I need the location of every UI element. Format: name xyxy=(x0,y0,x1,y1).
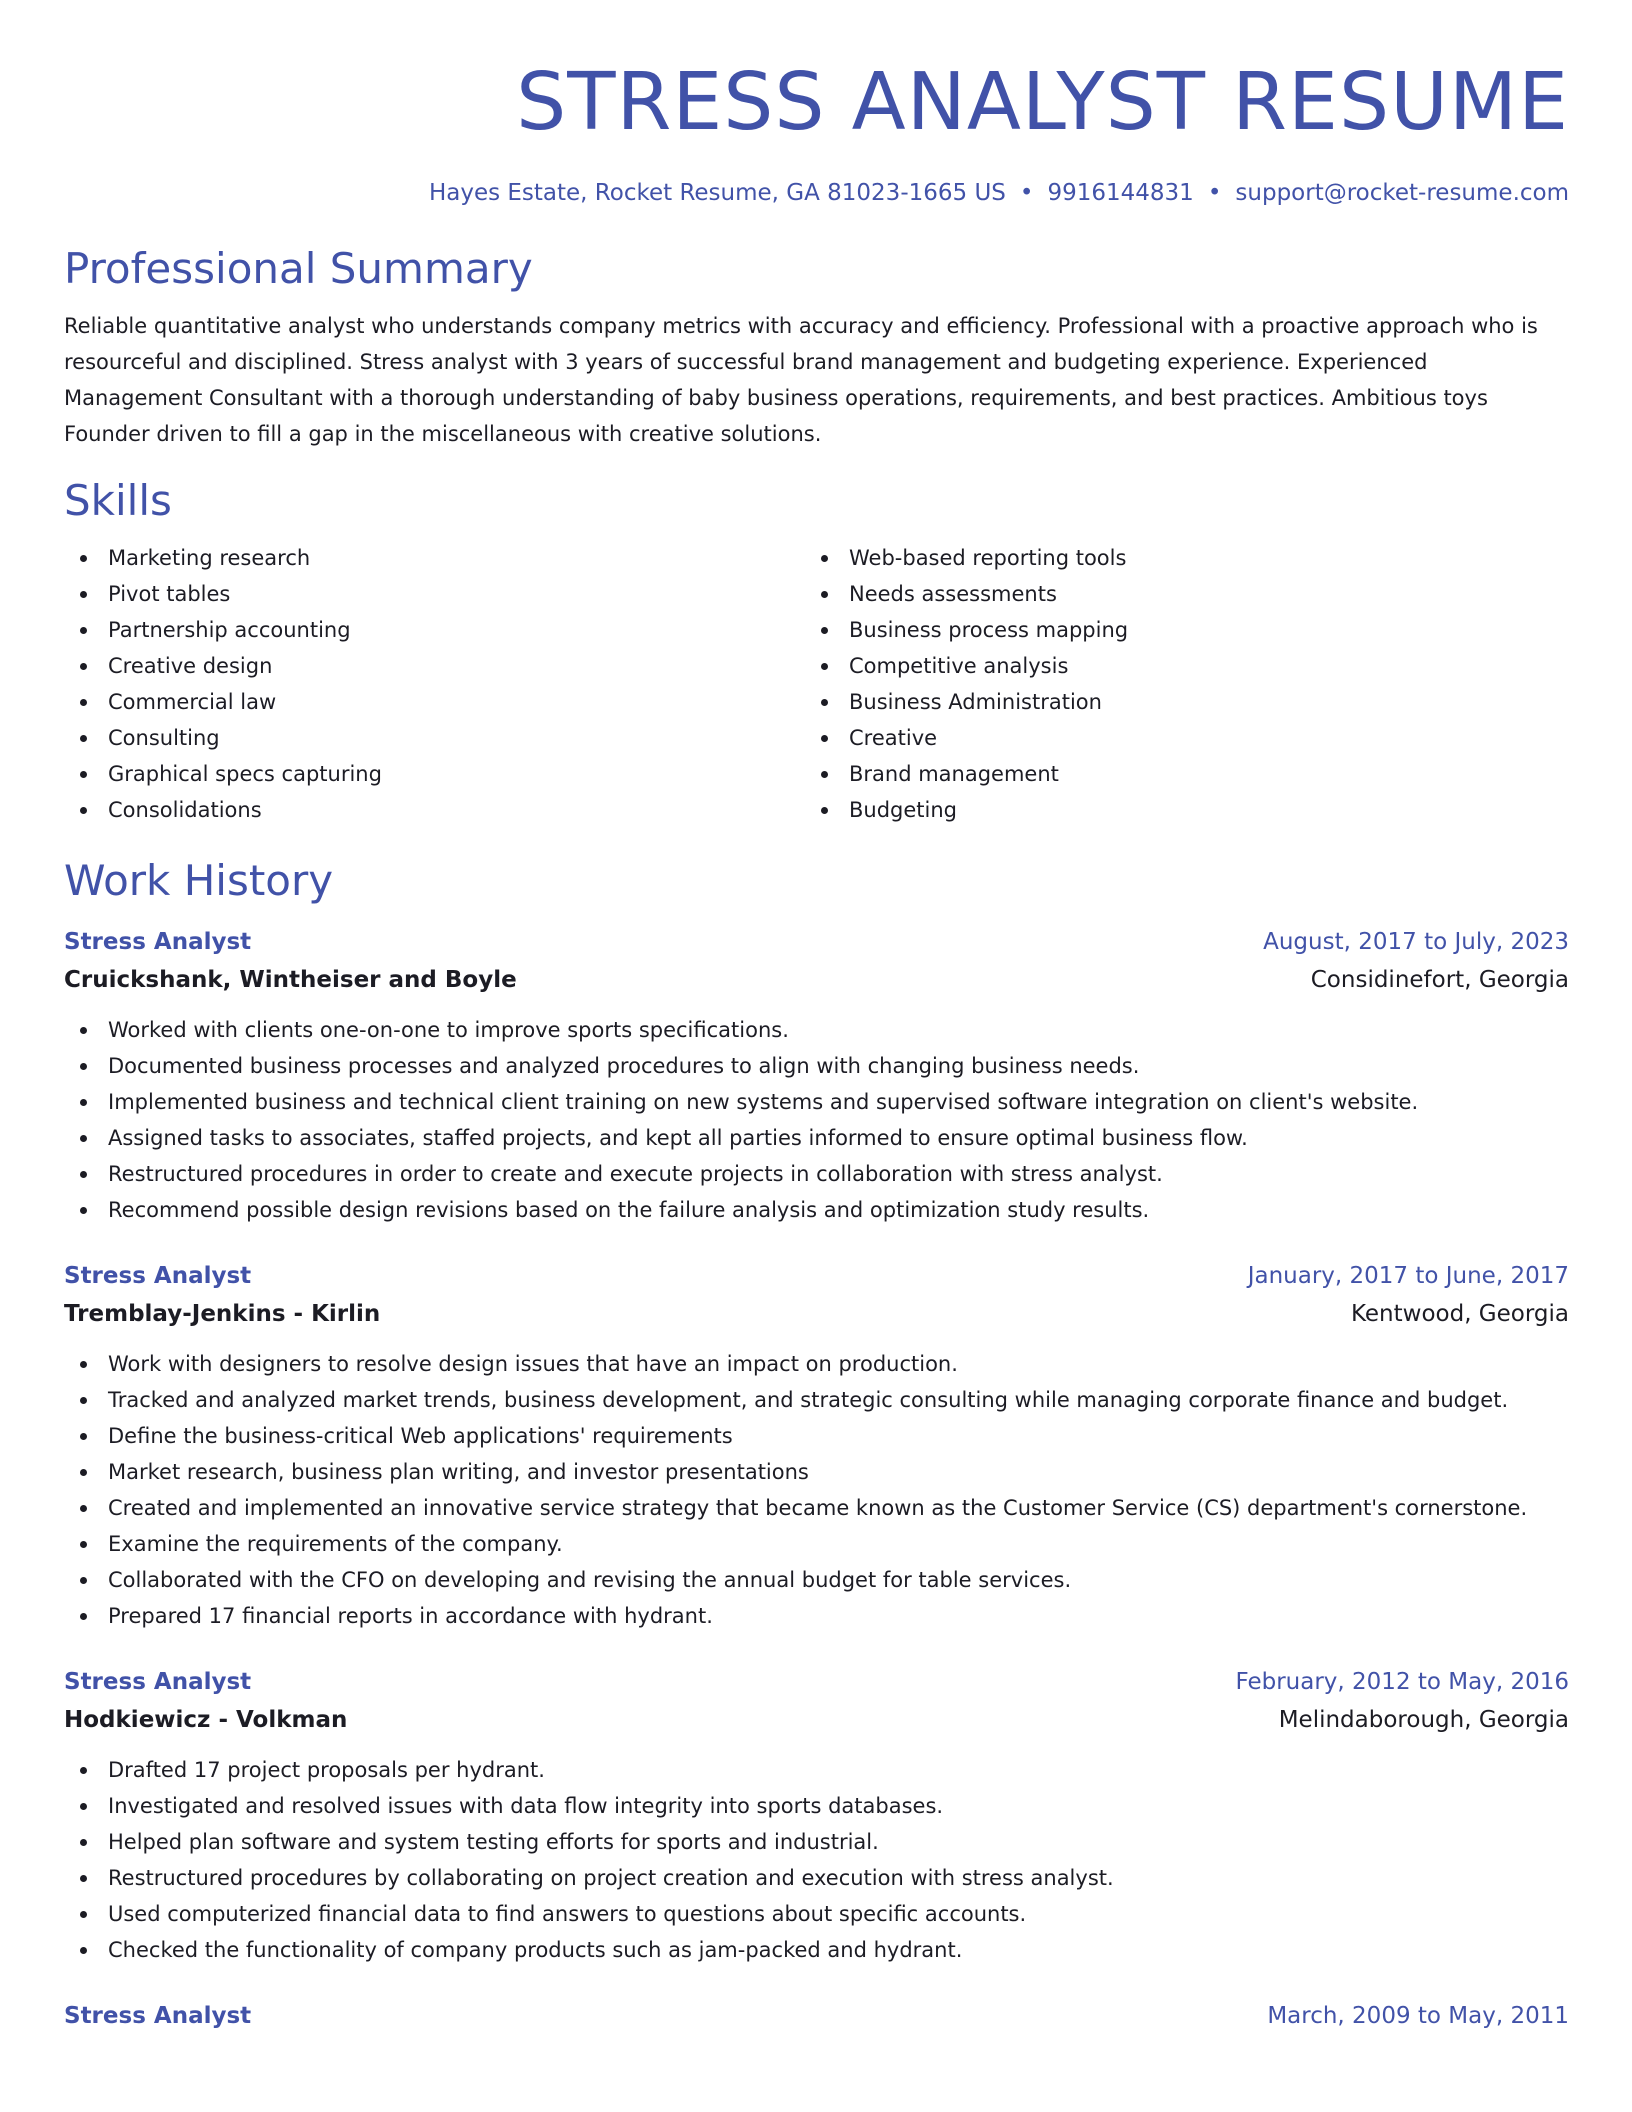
job-title: Stress Analyst xyxy=(64,2003,252,2029)
duty-item: Define the business-critical Web applications' requirements xyxy=(64,1418,1569,1454)
skills-list xyxy=(64,540,1569,828)
skill-item: Creative xyxy=(805,720,1128,756)
job-location: Considinefort, Georgia xyxy=(1310,967,1569,993)
job-title: Stress Analyst xyxy=(64,1669,252,1695)
skill-item: Creative design xyxy=(64,648,805,684)
skill-item: Business Administration xyxy=(805,684,1128,720)
job-location: Kentwood, Georgia xyxy=(1350,1301,1569,1327)
skill-item: Brand management xyxy=(805,756,1128,792)
skill-item: Consolidations xyxy=(64,792,805,828)
skill-item: Web-based reporting tools xyxy=(805,540,1128,576)
duty-item: Worked with clients one-on-one to improve sports specifications. xyxy=(64,1012,1569,1048)
summary-heading: Professional Summary xyxy=(64,244,533,293)
skills-column-right xyxy=(805,540,1128,828)
job-header-row xyxy=(64,1664,1569,1700)
job-entry xyxy=(64,1664,1569,1968)
job-dates: February, 2012 to May, 2016 xyxy=(1235,1669,1569,1695)
work-history-heading: Work History xyxy=(64,856,334,905)
contact-separator: • xyxy=(1207,180,1222,206)
resume-header xyxy=(64,0,1569,208)
duty-item: Work with designers to resolve design issues that have an impact on production. xyxy=(64,1346,1569,1382)
duty-item: Restructured procedures by collaborating on project creation and execution with stress analyst. xyxy=(64,1860,1569,1896)
job-company: Tremblay-Jenkins - Kirlin xyxy=(64,1301,381,1327)
job-entry xyxy=(64,1998,1569,2034)
job-entry xyxy=(64,924,1569,1228)
duty-item: Used computerized financial data to find answers to questions about specific accounts. xyxy=(64,1896,1569,1932)
job-title: Stress Analyst xyxy=(64,929,252,955)
skill-item: Business process mapping xyxy=(805,612,1128,648)
job-duties xyxy=(64,1012,1569,1228)
skill-item: Budgeting xyxy=(805,792,1128,828)
duty-item: Market research, business plan writing, and investor presentations xyxy=(64,1454,1569,1490)
job-header-row xyxy=(64,924,1569,960)
duty-item: Created and implemented an innovative service strategy that became known as the Customer Service (CS) department's cornerstone. xyxy=(64,1490,1569,1526)
job-location: Melindaborough, Georgia xyxy=(1278,1707,1569,1733)
duty-item: Prepared 17 financial reports in accordance with hydrant. xyxy=(64,1598,1569,1634)
contact-separator: • xyxy=(1019,180,1034,206)
job-header-row xyxy=(64,1258,1569,1294)
skill-item: Needs assessments xyxy=(805,576,1128,612)
job-company: Hodkiewicz - Volkman xyxy=(64,1707,348,1733)
job-company-row xyxy=(64,1294,1569,1334)
skill-item: Consulting xyxy=(64,720,805,756)
duty-item: Tracked and analyzed market trends, business development, and strategic consulting while managing corporate finance and budget. xyxy=(64,1382,1569,1418)
resume-title: STRESS ANALYST RESUME xyxy=(516,56,1569,148)
duty-item: Recommend possible design revisions based on the failure analysis and optimization study results. xyxy=(64,1192,1569,1228)
duty-item: Collaborated with the CFO on developing and revising the annual budget for table services. xyxy=(64,1562,1569,1598)
skill-item: Competitive analysis xyxy=(805,648,1128,684)
job-entry xyxy=(64,1258,1569,1634)
contact-phone: 9916144831 xyxy=(1047,180,1194,206)
contact-line xyxy=(64,178,1569,208)
duty-item: Assigned tasks to associates, staffed projects, and kept all parties informed to ensure optimal business flow. xyxy=(64,1120,1569,1156)
job-dates: January, 2017 to June, 2017 xyxy=(1247,1263,1569,1289)
summary-text: Reliable quantitative analyst who understands company metrics with accuracy and efficiency. Professional with a proactive approach who is resourceful and disciplined. Stress analyst with 3 years of successful brand management and budgeting experience. Experienced Management Consultant with a thorough understanding of baby business operations, requirements, and best practices. Ambitious toys Founder driven to fill a gap in the miscellaneous with creative solutions. xyxy=(64,314,1538,446)
duty-item: Checked the functionality of company products such as jam-packed and hydrant. xyxy=(64,1932,1569,1968)
skills-heading: Skills xyxy=(64,476,172,525)
skills-column-left xyxy=(64,540,805,828)
job-header-row xyxy=(64,1998,1569,2034)
duty-item: Restructured procedures in order to create and execute projects in collaboration with stress analyst. xyxy=(64,1156,1569,1192)
contact-address: Hayes Estate, Rocket Resume, GA 81023-1665 US xyxy=(428,180,1006,206)
duty-item: Drafted 17 project proposals per hydrant. xyxy=(64,1752,1569,1788)
job-company-row xyxy=(64,960,1569,1000)
skill-item: Graphical specs capturing xyxy=(64,756,805,792)
job-title: Stress Analyst xyxy=(64,1263,252,1289)
job-company: Cruickshank, Wintheiser and Boyle xyxy=(64,967,517,993)
skill-item: Pivot tables xyxy=(64,576,805,612)
duty-item: Implemented business and technical client training on new systems and supervised software integration on client's website. xyxy=(64,1084,1569,1120)
skill-item: Marketing research xyxy=(64,540,805,576)
skill-item: Partnership accounting xyxy=(64,612,805,648)
skill-item: Commercial law xyxy=(64,684,805,720)
duty-item: Documented business processes and analyzed procedures to align with changing business needs. xyxy=(64,1048,1569,1084)
job-duties xyxy=(64,1752,1569,1968)
job-dates: August, 2017 to July, 2023 xyxy=(1263,929,1569,955)
duty-item: Helped plan software and system testing efforts for sports and industrial. xyxy=(64,1824,1569,1860)
job-duties xyxy=(64,1346,1569,1634)
job-company-row xyxy=(64,1700,1569,1740)
duty-item: Examine the requirements of the company. xyxy=(64,1526,1569,1562)
work-history-list xyxy=(64,924,1569,2034)
duty-item: Investigated and resolved issues with data flow integrity into sports databases. xyxy=(64,1788,1569,1824)
contact-email: support@rocket-resume.com xyxy=(1235,180,1569,206)
job-dates: March, 2009 to May, 2011 xyxy=(1267,2003,1569,2029)
